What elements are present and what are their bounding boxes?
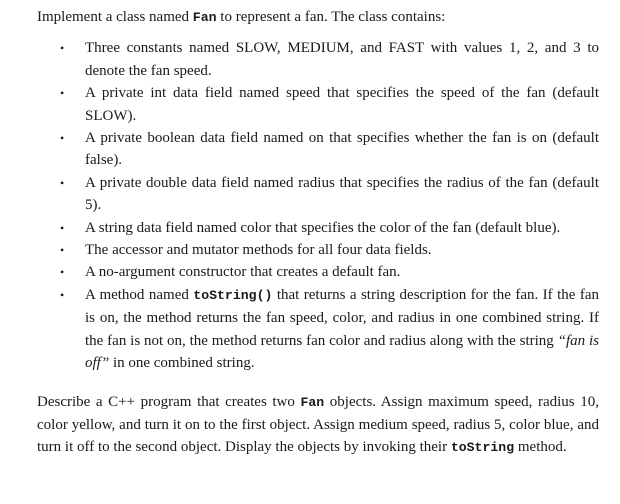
- document: [37, 6, 599, 460]
- bullet-icon: •: [60, 41, 65, 56]
- tostring-text-before: A method named: [85, 286, 194, 303]
- summary-text-2: objects. Assign maximum speed, radius 10, color yellow, and turn it on to the first object. Assign medium speed, radius 5, color blue, and turn it off to the second object. Display the objects by invoking their: [37, 393, 599, 456]
- intro-text-before: Implement a class named: [37, 9, 193, 25]
- fan-is-off-quote: “fan is off”: [85, 332, 599, 372]
- summary-text-3: method.: [514, 439, 567, 456]
- summary-text-1: Describe a C++ program that creates two: [37, 393, 301, 410]
- bullet-icon: •: [60, 243, 65, 258]
- list-item-text: A private boolean data field named on that specifies whether the fan is on (default false).: [85, 130, 599, 169]
- bullet-icon: •: [60, 131, 65, 146]
- list-item-accessors: [37, 239, 599, 261]
- method-name-code: toString(): [193, 287, 273, 303]
- bullet-icon: •: [60, 175, 65, 190]
- list-item-on: [37, 127, 599, 172]
- list-item-text: A string data field named color that specifies the color of the fan (default blue).: [85, 219, 561, 236]
- list-item-text: A private int data field named speed that specifies the speed of the fan (default SLOW).: [85, 85, 599, 124]
- list-item-text: A private double data field named radius that specifies the radius of the fan (default 5).: [85, 174, 599, 214]
- intro-paragraph: [37, 6, 599, 29]
- class-name-code: Fan: [300, 394, 325, 410]
- list-item-constructor: [37, 261, 599, 283]
- feature-list: [37, 37, 599, 374]
- bullet-icon: •: [60, 220, 65, 235]
- list-item-speed: [37, 82, 599, 127]
- list-item-text: The accessor and mutator methods for all four data fields.: [85, 242, 432, 259]
- intro-text-after: to represent a fan. The class contains:: [216, 9, 446, 25]
- method-name-code: toString: [450, 440, 515, 456]
- list-item-radius: [37, 172, 599, 217]
- tostring-text-middle: that returns a string description for the fan. If the fan is on, the method returns the fan speed, color, and radius in one combined string. If the fan is not on, the method returns fan color and radius along with the string: [85, 286, 599, 349]
- bullet-icon: •: [60, 265, 65, 280]
- list-item-text: A no-argument constructor that creates a default fan.: [85, 264, 401, 281]
- bullet-icon: •: [60, 287, 65, 302]
- summary-paragraph: [37, 391, 599, 460]
- list-item-constants: [37, 37, 599, 82]
- bullet-icon: •: [60, 86, 65, 101]
- list-item-color: [37, 217, 599, 239]
- tostring-text-after: in one combined string.: [109, 355, 255, 372]
- list-item-tostring: [37, 284, 599, 375]
- list-item-text: Three constants named SLOW, MEDIUM, and FAST with values 1, 2, and 3 to denote the fan speed.: [85, 40, 599, 79]
- class-name-code: Fan: [192, 10, 217, 25]
